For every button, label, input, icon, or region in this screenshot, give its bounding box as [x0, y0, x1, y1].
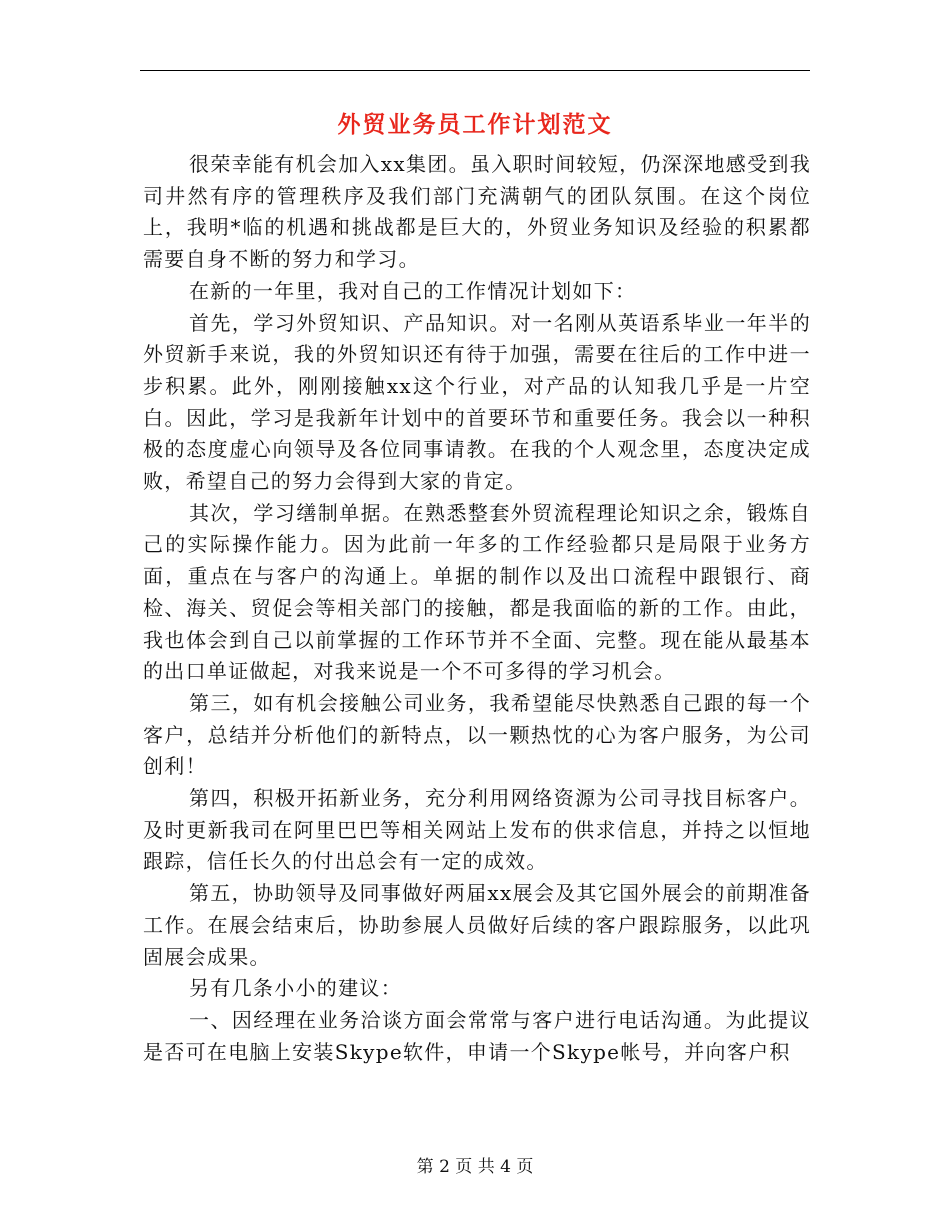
- paragraph-fourth: 第四，积极开拓新业务，充分利用网络资源为公司寻找目标客户。及时更新我司在阿里巴巴等相关网站上发布的供求信息，并持之以恒地跟踪，信任长久的付出总会有一定的成效。: [143, 786, 811, 874]
- paragraph-first: 首先，学习外贸知识、产品知识。对一名刚从英语系毕业一年半的外贸新手来说，我的外贸知识还有待于加强，需要在往后的工作中进一步积累。此外，刚刚接触xx这个行业，对产品的认知我几乎是一片空白。因此，学习是我新年计划中的首要环节和重要任务。我会以一种积极的态度虚心向领导及各位同事请教。在我的个人观念里，态度决定成败，希望自己的努力会得到大家的肯定。: [143, 310, 811, 494]
- header-rule: [140, 70, 810, 71]
- paragraph-suggestion-one: 一、因经理在业务洽谈方面会常常与客户进行电话沟通。为此提议是否可在电脑上安装Skype软件，申请一个Skype帐号，并向客户积: [143, 1007, 811, 1064]
- paragraph-fifth: 第五，协助领导及同事做好两届xx展会及其它国外展会的前期准备工作。在展会结束后，协助参展人员做好后续的客户跟踪服务，以此巩固展会成果。: [143, 881, 811, 969]
- paragraph-suggestions-lead: 另有几条小小的建议：: [189, 976, 402, 1001]
- paragraph-third: 第三，如有机会接触公司业务，我希望能尽快熟悉自己跟的每一个客户，总结并分析他们的新特点，以一颗热忱的心为客户服务，为公司创利！: [143, 690, 811, 779]
- paragraph-plan-lead: 在新的一年里，我对自己的工作情况计划如下：: [189, 278, 637, 303]
- paragraph-second: 其次，学习缮制单据。在熟悉整套外贸流程理论知识之余，锻炼自己的实际操作能力。因为此前一年多的工作经验都只是局限于业务方面，重点在与客户的沟通上。单据的制作以及出口流程中跟银行、商检、海关、贸促会等相关部门的接触，都是我面临的新的工作。由此，我也体会到自己以前掌握的工作环节并不全面、完整。现在能从最基本的出口单证做起，对我来说是一个不可多得的学习机会。: [143, 500, 811, 684]
- paragraph-intro: 很荣幸能有机会加入xx集团。虽入职时间较短，仍深深地感受到我司井然有序的管理秩序及我们部门充满朝气的团队氛围。在这个岗位上，我明*临的机遇和挑战都是巨大的，外贸业务知识及经验的积累都需要自身不断的努力和学习。: [143, 152, 811, 272]
- document-body: [143, 149, 811, 1068]
- document-title: 外贸业务员工作计划范文: [337, 111, 613, 138]
- page-number-footer: 第 2 页 共 4 页: [416, 1157, 534, 1177]
